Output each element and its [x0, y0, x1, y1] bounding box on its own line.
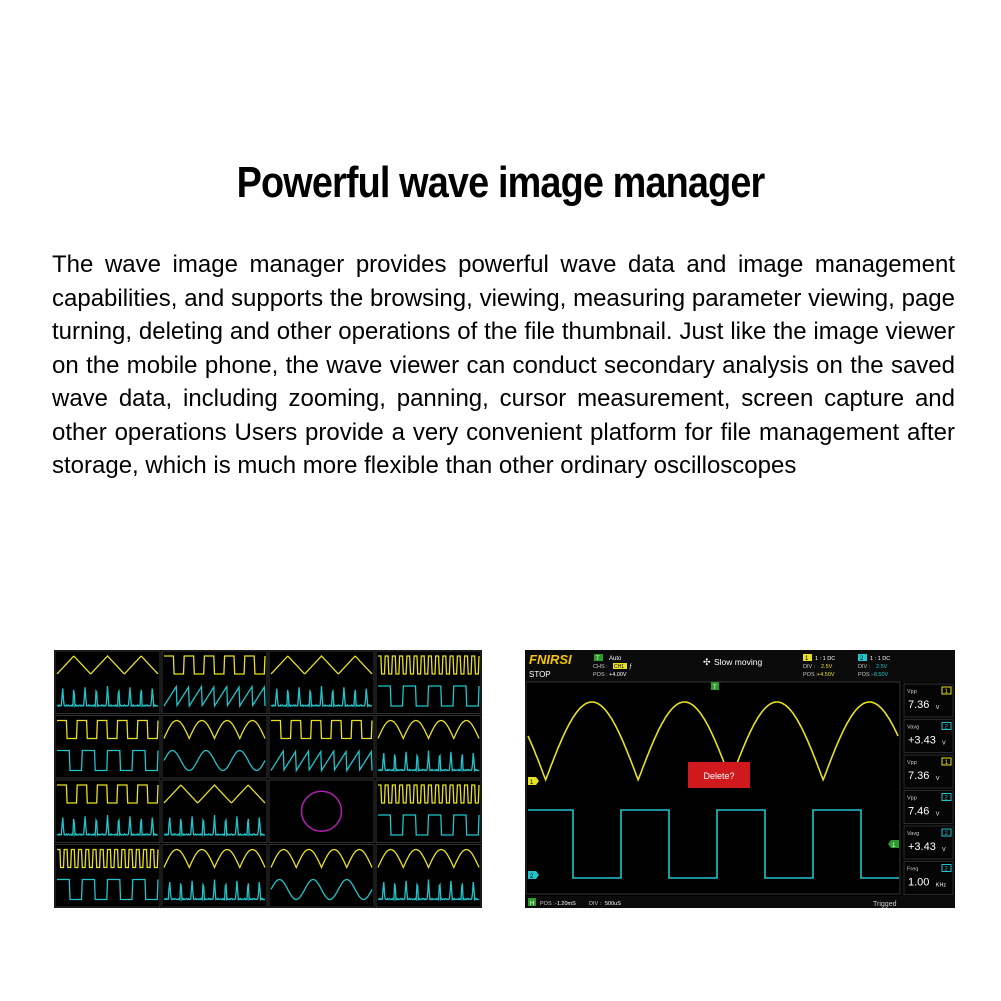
measurement-label: Vpp — [907, 689, 917, 695]
thumbnail-ch2-trace — [271, 686, 372, 706]
thumbnail-cell[interactable] — [55, 651, 160, 714]
ch1-div-value: 2.5V — [821, 664, 833, 670]
description-paragraph: The wave image manager provides powerful wave data and image management capabilities, and supports the browsing, viewing, measuring parameter viewing, page turning, deleting and other operations of the file thumbnail. Just like the image viewer on the mobile phone, the wave viewer can conduct secondary analysis on the saved wave data, including zooming, panning, cursor measurement, screen capture and other operations Users provide a very convenient platform for file management after storage, which is much more flexible than other ordinary oscilloscopes — [52, 251, 955, 479]
thumbnail-ch1-trace — [271, 850, 372, 868]
wave-thumbnail-grid[interactable] — [54, 650, 482, 908]
measurement-channel-label: 1 — [944, 760, 948, 766]
thumbnail-ch1-trace — [378, 721, 479, 739]
thumbnail-ch2-trace — [378, 815, 479, 835]
thumbnail-ch1-trace — [271, 721, 372, 739]
thumbnail-cell[interactable] — [269, 651, 374, 714]
ch1-div-label: DIV : — [803, 664, 816, 670]
thumbnail-ch2-trace — [164, 815, 265, 835]
thumbnail-ch2-trace — [271, 880, 372, 900]
thumbnail-cell[interactable] — [162, 845, 267, 908]
ch2-pos-value: -8.50V — [872, 672, 889, 678]
trigger-status: Trigged — [873, 901, 897, 908]
thumbnail-ch1-trace — [378, 850, 479, 868]
ch1-level-marker-label: 1 — [530, 780, 534, 786]
measurement-unit: KHz — [935, 882, 947, 889]
measurement-label: Freq — [907, 866, 919, 873]
ch2-div-value: 2.5V — [876, 664, 888, 670]
ch2-badge-label: 2 — [860, 656, 864, 662]
measurement-panel-bg — [902, 682, 955, 896]
timebase-pos-value: -1.20mS — [555, 901, 576, 907]
trigger-level-marker-label: 1 — [892, 843, 896, 849]
measurement-unit: V — [942, 740, 946, 747]
measurement-value: +3.43 — [908, 734, 936, 747]
trigger-edge-icon: ƒ — [629, 664, 633, 670]
ch1-pos-value: +4.50V — [817, 672, 835, 678]
measurement-unit: V — [935, 811, 940, 818]
thumbnail-ch1-trace — [164, 656, 265, 674]
timebase-badge-label: H — [530, 901, 535, 907]
measurement-label: Vpp — [907, 760, 917, 766]
wave-viewer-screen[interactable] — [525, 650, 955, 908]
measurement-channel-label: 2 — [944, 795, 948, 802]
thumbnail-ch1-trace — [57, 850, 158, 868]
wave-viewer-svg — [525, 650, 955, 908]
trigger-pos-label: POS : — [593, 672, 608, 678]
thumbnail-ch2-trace — [164, 687, 265, 706]
timebase-div-label: DIV : — [589, 901, 602, 907]
measurement-channel-label: 1 — [944, 689, 948, 695]
ch1-pos-label: POS : — [803, 672, 818, 678]
thumbnail-ch2-trace — [378, 880, 479, 900]
ch2-level-marker-label: 2 — [530, 874, 534, 880]
measurement-channel-label: 2 — [944, 724, 948, 731]
thumbnail-ch1-trace — [57, 656, 158, 674]
thumbnail-ch1-trace — [271, 656, 372, 674]
ch2-pos-label: POS : — [858, 672, 873, 678]
run-state-label: STOP — [529, 670, 551, 679]
thumbnail-cell[interactable] — [162, 780, 267, 843]
ch2-coupling[interactable]: 1 : 1 DC — [870, 656, 891, 662]
thumbnail-ch1-trace — [164, 850, 265, 868]
thumbnail-ch2-trace — [378, 751, 479, 771]
measurement-channel-label: 2 — [944, 866, 948, 873]
thumbnail-ch1-trace — [164, 721, 265, 739]
measurement-value: 7.36 — [908, 699, 930, 711]
ch2-waveform — [528, 810, 899, 878]
thumbnail-xy-trace — [302, 791, 342, 831]
measurement-unit: V — [935, 705, 940, 711]
trigger-badge-label: T — [596, 656, 600, 662]
status-message: Slow moving — [714, 657, 763, 667]
thumbnail-ch1-trace — [57, 785, 158, 803]
measurement-unit: V — [942, 847, 946, 853]
trigger-pos-value: +4.00V — [609, 672, 627, 678]
measurement-unit: V — [935, 776, 940, 782]
thumbnail-ch1-trace — [57, 721, 158, 739]
thumbnail-ch1-trace — [378, 656, 479, 674]
thumbnail-ch2-trace — [57, 751, 158, 771]
measurement-label: Vpp — [907, 795, 917, 802]
thumbnail-cell[interactable] — [269, 780, 374, 843]
measurement-channel-label: 2 — [944, 831, 948, 837]
measurement-panel — [902, 682, 955, 896]
measurement-label: Vavg — [907, 831, 920, 837]
ch2-div-label: DIV : — [858, 664, 871, 670]
thumbnail-cell[interactable] — [269, 845, 374, 908]
measurement-value: +3.43 — [908, 841, 936, 853]
thumbnail-ch2-trace — [57, 815, 158, 835]
thumbnail-ch2-trace — [378, 686, 479, 706]
move-arrows-icon: ✣ — [703, 657, 711, 667]
ch1-badge-label: 1 — [805, 656, 809, 662]
thumbnail-ch2-trace — [164, 751, 265, 771]
brand-logo: FNIRSI — [529, 652, 572, 667]
thumbnail-ch2-trace — [57, 880, 158, 900]
thumbnail-ch2-trace — [164, 880, 265, 900]
trigger-position-marker-label: T — [713, 685, 717, 691]
trigger-mode[interactable]: Auto — [609, 656, 622, 662]
thumbnail-ch1-trace — [378, 785, 479, 803]
page-title: Powerful wave image manager — [236, 158, 765, 207]
measurement-label: Vavg — [907, 724, 920, 731]
trigger-source-label: CHS : — [593, 664, 608, 670]
thumbnail-ch2-trace — [271, 751, 372, 770]
delete-dialog-text: Delete? — [703, 771, 735, 781]
thumbnail-grid-svg — [54, 650, 482, 908]
timebase-div-value: 500uS — [605, 901, 621, 907]
thumbnail-ch2-trace — [57, 686, 158, 706]
thumbnail-cell[interactable] — [162, 716, 267, 779]
measurement-value: 7.46 — [908, 805, 930, 818]
thumbnail-cell[interactable] — [376, 845, 481, 908]
measurement-value: 1.00 — [908, 876, 930, 889]
thumbnail-cell[interactable] — [376, 716, 481, 779]
ch1-coupling[interactable]: 1 : 1 DC — [815, 656, 836, 662]
thumbnail-ch1-trace — [164, 785, 265, 803]
measurement-value: 7.36 — [908, 770, 930, 782]
trigger-source-value: CH1 — [614, 664, 625, 670]
timebase-pos-label: POS : — [540, 901, 555, 907]
